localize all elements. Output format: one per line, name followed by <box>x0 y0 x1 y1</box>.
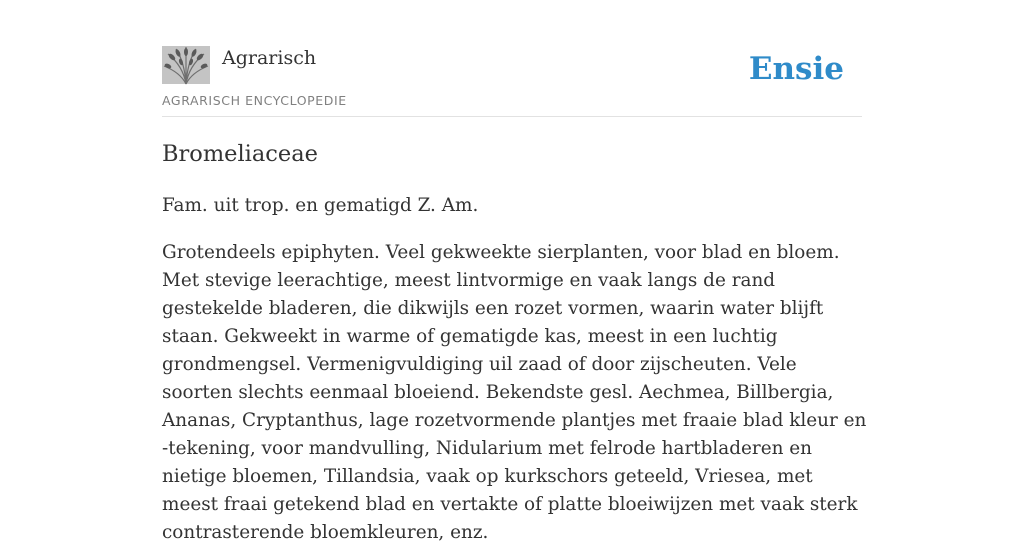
source-subtitle: AGRARISCH ENCYCLOPEDIE <box>162 93 347 108</box>
brand-logo-link[interactable]: Ensie <box>748 51 844 87</box>
wheat-icon[interactable] <box>162 46 210 84</box>
article-paragraph-1: Fam. uit trop. en gematigd Z. Am. <box>162 195 479 216</box>
header <box>162 46 862 117</box>
article-paragraph-2: Grotendeels epiphyten. Veel gekweekte sierplanten, voor blad en bloem. Met stevige leerachtige, meest lintvormige en vaak langs de rand gestekelde bladeren, die dikwijls een rozet vormen, waarin water blijft staan. Gekweekt in warme of gematigde kas, meest in een luchtig grondmengsel. Vermenigvuldiging uil zaad of door zijscheuten. Vele soorten slechts eenmaal bloeiend. Bekendste gesl. Aechmea, Billbergia, Ananas, Cryptanthus, lage rozetvormende plantjes met fraaie blad kleur en -tekening, voor mandvulling, Nidularium met felrode hartbladeren en nietige bloemen, Tillandsia, vaak op kurkschors geteeld, Vriesea, met meest fraai getekend blad en vertakte of platte bloeiwijzen met vaak sterk contrasterende bloemkleuren, enz. <box>162 242 867 543</box>
article-title: Bromeliaceae <box>162 141 318 167</box>
source-title[interactable]: Agrarisch <box>222 47 317 69</box>
